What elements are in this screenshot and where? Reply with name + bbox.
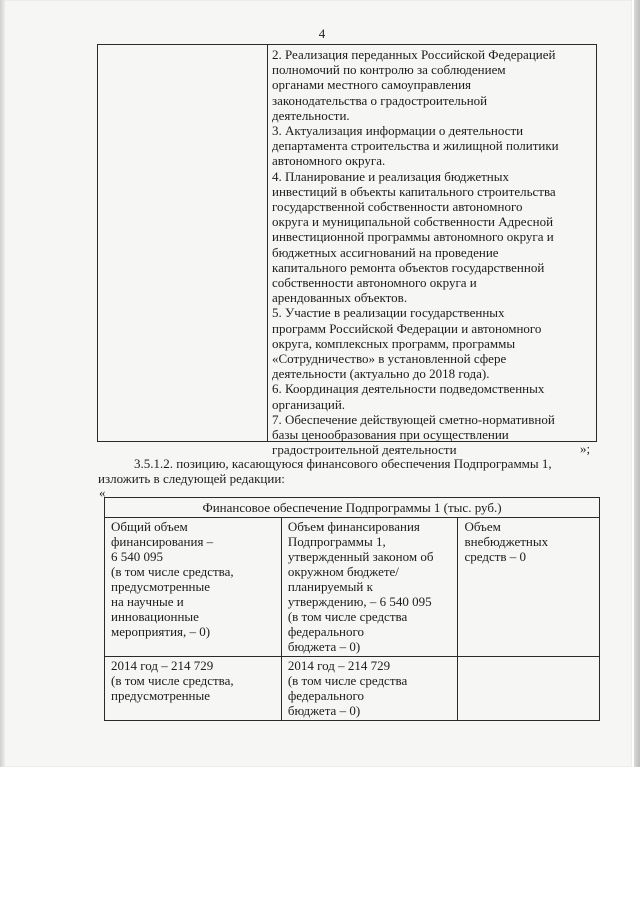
closing-quote: »;	[580, 441, 591, 456]
table-row	[105, 518, 600, 657]
list-item: 4. Планирование и реализация бюджетных инвестиций в объекты капитального строительства государственной собственности автономного округа и муниципальной собственности Адресной инвестиционной программы автономного округа и бюджетных ассигнований на проведение капитального ремонта объектов государственной собственности автономного округа и арендованных объектов.	[272, 168, 556, 306]
financing-table-title: Финансовое обеспечение Подпрограммы 1 (тыс. руб.)	[105, 498, 600, 518]
year-2014-total-cell: 2014 год – 214 729 (в том числе средства, предусмотренные	[105, 657, 282, 721]
amendment-paragraph: 3.5.1.2. позицию, касающуюся финансового обеспечения Подпрограммы 1, изложить в следующей редакции:	[98, 456, 552, 486]
objectives-list	[272, 47, 594, 457]
year-2014-extrabudgetary-cell	[458, 657, 600, 721]
table-header-row	[105, 498, 600, 518]
scan-edge-left	[0, 0, 5, 767]
list-item: 3. Актуализация информации о деятельности департамента строительства и жилищной политики автономного округа.	[272, 123, 559, 169]
approved-financing-cell: Объем финансирования Подпрограммы 1, утвержденный законом об окружном бюджете/ планируемый к утверждению, – 6 540 095 (в том числе средства федерального бюджета – 0)	[281, 518, 458, 657]
list-item: 7. Обеспечение действующей сметно-нормативной базы ценообразования при осуществлении градостроительной деятельности	[272, 411, 555, 458]
scan-edge-right	[634, 0, 640, 767]
financing-table	[104, 497, 600, 721]
total-financing-cell: Общий объем финансирования – 6 540 095 (в том числе средства, предусмотренные на научные и инновационные мероприятия, – 0)	[105, 518, 282, 657]
extrabudgetary-cell: Объем внебюджетных средств – 0	[458, 518, 600, 657]
table-column-divider	[267, 45, 268, 441]
page-number: 4	[318, 26, 326, 41]
list-item: 6. Координация деятельности подведомственных организаций.	[272, 381, 545, 412]
opening-quote: «	[99, 485, 106, 500]
table-row	[105, 657, 600, 721]
list-item: 2. Реализация переданных Российской Федерацией полномочий по контролю за соблюдением органами местного самоуправления законодательства о градостроительной деятельности.	[272, 47, 556, 123]
list-item: 5. Участие в реализации государственных программ Российской Федерации и автономного округа, комплексных программ, программы «Сотрудничество» в установленной сфере деятельности (актуально до 2018 года).	[272, 305, 542, 382]
year-2014-approved-cell: 2014 год – 214 729 (в том числе средства федерального бюджета – 0)	[281, 657, 458, 721]
